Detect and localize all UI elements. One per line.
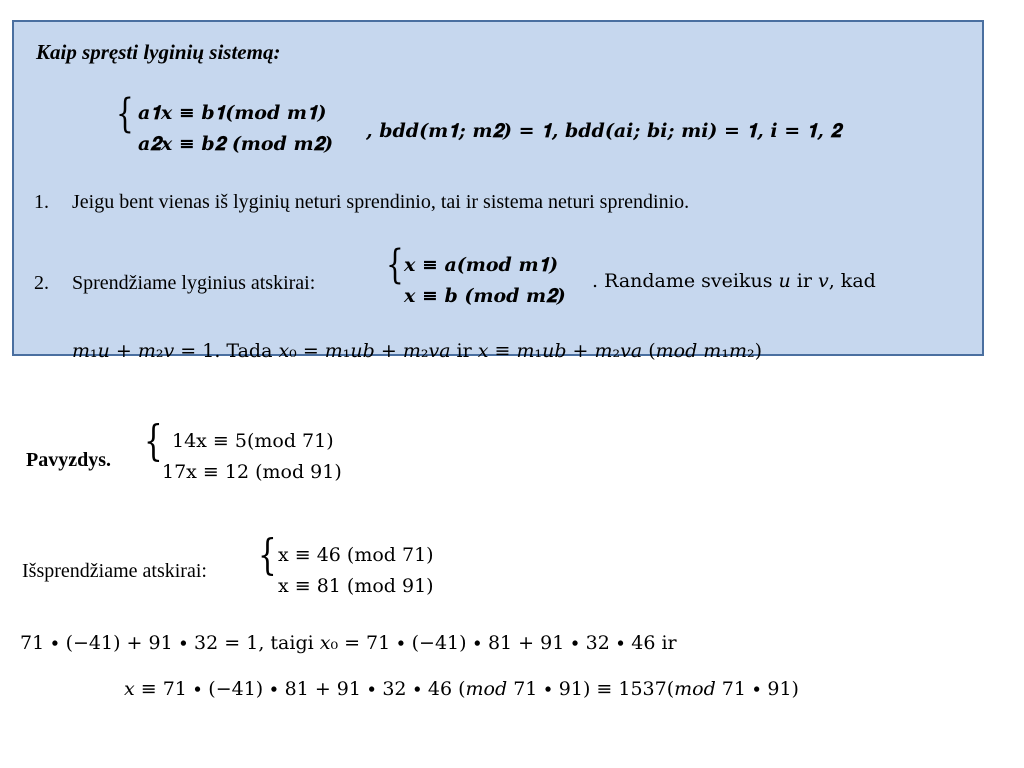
- system-equation-2: 𝒂𝟐𝒙 ≡ 𝒃𝟐 (𝒎𝒐𝒅 𝒎𝟐): [138, 133, 334, 155]
- separate-equation-2: x ≡ 81 (mod 91): [278, 575, 434, 597]
- general-system: [138, 98, 333, 160]
- example-system: [162, 426, 342, 488]
- theory-title: Kaip spręsti lyginių sistemą:: [36, 40, 281, 64]
- step-2-number: 2.: [34, 272, 49, 294]
- step-2-formula: 𝑚₁𝑢 + 𝑚₂𝑣 = 1. Tada 𝑥₀ = 𝑚₁𝑢𝑏 + 𝑚₂𝑣𝑎 ir 𝑥 ≡ 𝑚₁𝑢𝑏 + 𝑚₂𝑣𝑎 (𝑚𝑜𝑑 𝑚₁𝑚₂): [72, 340, 762, 362]
- separate-equation-1: x ≡ 46 (mod 71): [278, 544, 434, 566]
- example-equation-1: 14x ≡ 5(mod 71): [172, 430, 334, 452]
- result-line-2: 𝑥 ≡ 71 ∙ (−41) ∙ 81 + 91 ∙ 32 ∙ 46 (𝑚𝑜𝑑 71 ∙ 91) ≡ 1537(𝑚𝑜𝑑 71 ∙ 91): [124, 678, 799, 700]
- example-equation-2: 17x ≡ 12 (mod 91): [162, 461, 342, 483]
- step-2-continuation: . Randame sveikus 𝑢 ir 𝑣, kad: [592, 270, 876, 292]
- separate-brace: {: [258, 530, 277, 579]
- separate-system: [278, 540, 434, 602]
- separate-label: Išsprendžiame atskirai:: [22, 560, 207, 582]
- step-2-brace: {: [386, 242, 404, 288]
- system-equation-1: 𝒂𝟏𝒙 ≡ 𝒃𝟏(𝒎𝒐𝒅 𝒎𝟏): [138, 102, 327, 124]
- step-1-text: Jeigu bent vienas iš lyginių neturi sprendinio, tai ir sistema neturi sprendinio.: [72, 191, 690, 213]
- example-label: Pavyzdys.: [26, 449, 111, 471]
- example-brace: {: [144, 416, 163, 465]
- step-2-equation-2: 𝒙 ≡ 𝒃 (𝒎𝒐𝒅 𝒎𝟐): [404, 285, 566, 307]
- system-condition: , 𝒃𝒅𝒅(𝒎𝟏; 𝒎𝟐) = 𝟏, 𝒃𝒅𝒅(𝒂𝒊; 𝒃𝒊; 𝒎𝒊) = 𝟏, 𝒊 = 𝟏, 𝟐: [366, 120, 842, 142]
- result-line-1: 71 ∙ (−41) + 91 ∙ 32 = 1, taigi 𝑥₀ = 71 ∙ (−41) ∙ 81 + 91 ∙ 32 ∙ 46 ir: [20, 632, 677, 654]
- step-1-number: 1.: [34, 191, 49, 213]
- step-2-text: Sprendžiame lyginius atskirai:: [72, 272, 316, 294]
- step-2-system: [404, 250, 566, 312]
- step-2-equation-1: 𝒙 ≡ 𝒂(𝒎𝒐𝒅 𝒎𝟏): [404, 254, 559, 276]
- system-brace: {: [116, 91, 134, 137]
